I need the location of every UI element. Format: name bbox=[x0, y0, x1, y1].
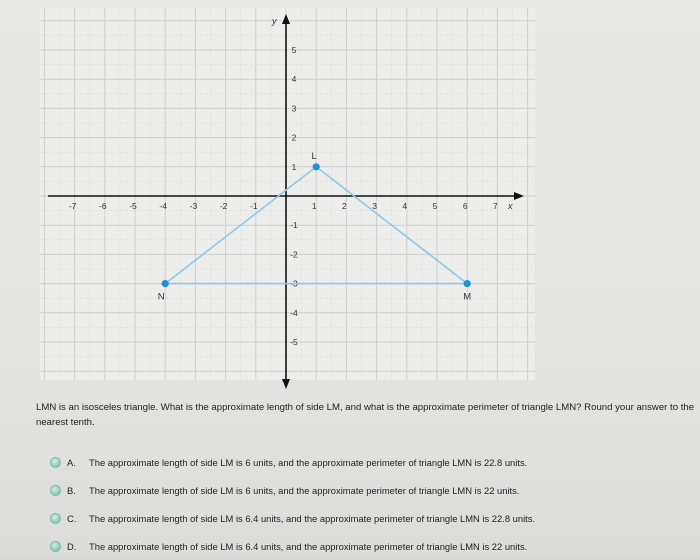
option-text: The approximate length of side LM is 6 units, and the approximate perimeter of triangle LMN is 22 units. bbox=[89, 484, 520, 496]
x-tick-label: 1 bbox=[311, 201, 317, 211]
option-letter: B. bbox=[67, 484, 76, 496]
option-letter: A. bbox=[67, 456, 76, 468]
radio-button-icon[interactable] bbox=[50, 457, 61, 468]
x-tick-label: 3 bbox=[372, 201, 377, 211]
radio-button-icon[interactable] bbox=[50, 485, 61, 496]
x-tick-label: 5 bbox=[432, 201, 438, 211]
radio-button-icon[interactable] bbox=[50, 513, 61, 524]
point-N bbox=[162, 280, 169, 287]
y-tick-label: 3 bbox=[291, 103, 297, 114]
radio-button-icon[interactable] bbox=[50, 541, 61, 552]
option-d[interactable] bbox=[50, 532, 690, 560]
y-tick-label: -4 bbox=[290, 307, 298, 318]
y-tick-label: -1 bbox=[290, 220, 298, 231]
x-tick-label: -6 bbox=[99, 201, 107, 211]
grid-background bbox=[40, 8, 535, 380]
y-tick-label: 1 bbox=[291, 161, 297, 172]
x-tick-label: -5 bbox=[129, 201, 137, 211]
x-tick-label: -2 bbox=[219, 201, 228, 211]
point-M bbox=[464, 280, 471, 287]
y-tick-label: -5 bbox=[290, 337, 298, 347]
y-tick-label: 5 bbox=[291, 45, 297, 55]
point-label-N: N bbox=[157, 291, 165, 303]
option-text: The approximate length of side LM is 6 units, and the approximate perimeter of triangle LMN is 22.8 units. bbox=[89, 456, 528, 468]
x-tick-label: -1 bbox=[250, 201, 258, 211]
x-tick-label: 7 bbox=[493, 201, 498, 211]
option-b[interactable] bbox=[50, 476, 690, 504]
option-letter: C. bbox=[67, 512, 77, 524]
x-tick-label: 6 bbox=[462, 201, 468, 211]
y-axis-arrow-icon bbox=[282, 379, 290, 389]
point-L bbox=[313, 163, 320, 170]
y-tick-label: 4 bbox=[291, 74, 297, 85]
point-label-M: M bbox=[463, 291, 472, 303]
answer-options bbox=[50, 448, 690, 560]
x-tick-label: -4 bbox=[159, 201, 167, 211]
y-tick-label: -3 bbox=[290, 278, 298, 289]
x-tick-label: -3 bbox=[189, 201, 198, 211]
option-c[interactable] bbox=[50, 504, 690, 532]
option-text: The approximate length of side LM is 6.4 units, and the approximate perimeter of triangle LMN is 22.8 units. bbox=[89, 512, 536, 524]
option-a[interactable] bbox=[50, 448, 690, 476]
x-axis-label: x bbox=[508, 201, 513, 211]
y-tick-label: -2 bbox=[290, 249, 298, 260]
question-text: LMN is an isosceles triangle. What is the approximate length of side LM, and what is the approximate perimeter of triangle LMN? Round your answer to the nearest tenth. bbox=[36, 402, 695, 428]
option-letter: D. bbox=[67, 540, 77, 552]
y-axis-label: y bbox=[272, 16, 277, 26]
point-label-L: L bbox=[311, 150, 317, 162]
x-tick-label: -7 bbox=[68, 201, 77, 211]
y-tick-label: 2 bbox=[291, 132, 297, 143]
x-tick-label: 4 bbox=[402, 201, 408, 211]
x-tick-label: 2 bbox=[342, 201, 347, 211]
option-text: The approximate length of side LM is 6.4 units, and the approximate perimeter of triangle LMN is 22 units. bbox=[89, 540, 528, 552]
